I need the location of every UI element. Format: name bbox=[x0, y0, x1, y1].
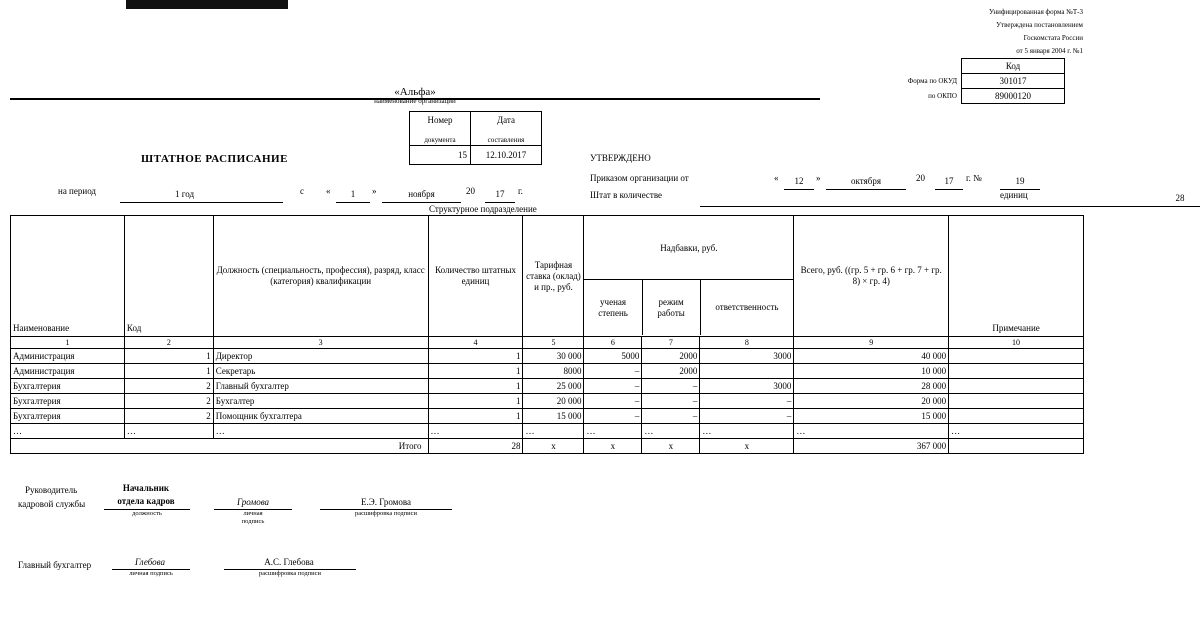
cell-units: 1 bbox=[428, 364, 523, 379]
accountant-signature-caption: личная подпись bbox=[129, 570, 173, 577]
table-row[interactable] bbox=[11, 394, 1084, 409]
document-date[interactable]: 12.10.2017 bbox=[471, 146, 542, 165]
approval-title: УТВЕРЖДЕНО bbox=[590, 153, 651, 163]
cell-units: 1 bbox=[428, 409, 523, 424]
period-year-suffix: г. bbox=[518, 186, 523, 196]
cell-name: Администрация bbox=[11, 364, 125, 379]
hr-position-line2: отдела кадров bbox=[117, 496, 175, 506]
header-allow-resp: ответственность bbox=[715, 302, 779, 312]
period-day: 1 bbox=[350, 189, 356, 199]
total-note bbox=[949, 439, 1084, 454]
header-allowances: Надбавки, руб. bbox=[584, 217, 793, 280]
table-row[interactable] bbox=[11, 424, 1084, 439]
cell-resp: … bbox=[700, 424, 794, 439]
cell-name: Бухгалтерия bbox=[11, 394, 125, 409]
approval-line1: Приказом организации от bbox=[590, 173, 689, 183]
period-year: 17 bbox=[495, 189, 505, 199]
cell-position: Главный бухгалтер bbox=[213, 379, 428, 394]
cell-total: 10 000 bbox=[794, 364, 949, 379]
cell-degree: – bbox=[584, 364, 642, 379]
form-ref-line4: от 5 января 2004 г. №1 bbox=[1016, 47, 1083, 55]
colnum-8: 8 bbox=[700, 337, 794, 349]
cell-resp: 3000 bbox=[700, 379, 794, 394]
staffing-table bbox=[10, 215, 1084, 454]
cell-resp: – bbox=[700, 409, 794, 424]
colnum-5: 5 bbox=[523, 337, 584, 349]
hr-signature: Громова bbox=[236, 497, 270, 507]
cell-degree: – bbox=[584, 379, 642, 394]
cell-rate: 8000 bbox=[523, 364, 584, 379]
cell-total: 20 000 bbox=[794, 394, 949, 409]
colnum-4: 4 bbox=[428, 337, 523, 349]
cell-rate: 30 000 bbox=[523, 349, 584, 364]
cell-degree: – bbox=[584, 409, 642, 424]
cell-resp: 3000 bbox=[700, 349, 794, 364]
approval-year: 17 bbox=[944, 176, 954, 186]
cell-position: Директор bbox=[213, 349, 428, 364]
form-reference bbox=[833, 6, 1083, 58]
header-position: Должность (специальность, профессия), разряд, класс (категория) квалификации bbox=[213, 216, 428, 337]
cell-resp: – bbox=[700, 394, 794, 409]
cell-resp bbox=[700, 364, 794, 379]
cell-units: 1 bbox=[428, 394, 523, 409]
cell-code: 1 bbox=[124, 349, 213, 364]
cell-note: … bbox=[949, 424, 1084, 439]
number-header2: документа bbox=[410, 127, 471, 146]
organization-name: «Альфа» bbox=[394, 86, 436, 98]
total-mode: х bbox=[642, 439, 700, 454]
header-units: Количество штатных единиц bbox=[428, 216, 523, 337]
cell-total: 28 000 bbox=[794, 379, 949, 394]
cell-mode: 2000 bbox=[642, 349, 700, 364]
cell-position: Секретарь bbox=[213, 364, 428, 379]
cell-position: … bbox=[213, 424, 428, 439]
period-year-prefix: 20 bbox=[466, 186, 475, 196]
accountant-transcript-caption: расшифровка подписи bbox=[258, 570, 322, 577]
cell-mode: – bbox=[642, 394, 700, 409]
approval-day: 12 bbox=[794, 176, 804, 186]
header-code: Код bbox=[124, 216, 213, 337]
hr-transcript: Е.Э. Громова bbox=[361, 497, 411, 507]
staffing-table-wrap bbox=[10, 215, 1084, 454]
cell-note bbox=[949, 364, 1084, 379]
cell-degree: 5000 bbox=[584, 349, 642, 364]
header-allow-mode: режим работы bbox=[642, 280, 700, 336]
column-number-row bbox=[11, 337, 1084, 349]
cell-name: Бухгалтерия bbox=[11, 409, 125, 424]
period-day-close: » bbox=[372, 186, 377, 196]
number-header: Номер bbox=[410, 112, 471, 128]
approval-year-prefix: 20 bbox=[916, 173, 925, 183]
period-label: на период bbox=[58, 186, 97, 196]
cell-note bbox=[949, 409, 1084, 424]
approval-year-suffix: г. № bbox=[966, 173, 982, 183]
date-header: Дата bbox=[471, 112, 542, 128]
hr-role-line1: Руководитель bbox=[25, 485, 78, 495]
table-row[interactable] bbox=[11, 349, 1084, 364]
cell-mode: – bbox=[642, 409, 700, 424]
period-month-field[interactable] bbox=[382, 184, 461, 203]
cell-rate: 15 000 bbox=[523, 409, 584, 424]
cell-name: Администрация bbox=[11, 349, 125, 364]
accountant-signature: Глебова bbox=[135, 557, 165, 567]
period-month: ноября bbox=[408, 189, 435, 199]
table-total-row bbox=[11, 439, 1084, 454]
colnum-6: 6 bbox=[584, 337, 642, 349]
code-label-okpo: по ОКПО bbox=[928, 92, 957, 100]
cell-mode: … bbox=[642, 424, 700, 439]
hr-signature-caption2: подпись bbox=[241, 518, 265, 525]
total-degree: х bbox=[584, 439, 642, 454]
cell-units: … bbox=[428, 424, 523, 439]
number-date-block bbox=[409, 111, 542, 165]
cell-rate: … bbox=[523, 424, 584, 439]
colnum-1: 1 bbox=[11, 337, 125, 349]
table-header-row bbox=[11, 216, 1084, 337]
total-resp: х bbox=[700, 439, 794, 454]
number-date-table bbox=[409, 111, 542, 165]
colnum-10: 10 bbox=[949, 337, 1084, 349]
cell-code: 2 bbox=[124, 394, 213, 409]
cell-name: … bbox=[11, 424, 125, 439]
cell-name: Бухгалтерия bbox=[11, 379, 125, 394]
period-year-field[interactable] bbox=[485, 184, 515, 203]
cell-units: 1 bbox=[428, 349, 523, 364]
approval-order-number: 19 bbox=[1015, 176, 1025, 186]
header-note: Примечание bbox=[949, 216, 1084, 337]
code-value-okpo: 89000120 bbox=[962, 89, 1065, 104]
approval-staff-units: единиц bbox=[1000, 190, 1028, 200]
approval-staff-count: 28 bbox=[1175, 193, 1185, 203]
cell-rate: 20 000 bbox=[523, 394, 584, 409]
hr-signature-caption1: личная bbox=[243, 510, 263, 517]
total-units: 28 bbox=[428, 439, 523, 454]
table-row[interactable] bbox=[11, 379, 1084, 394]
approval-day-close: » bbox=[816, 173, 821, 183]
hr-transcript-caption: расшифровка подписи bbox=[354, 510, 418, 517]
cell-units: 1 bbox=[428, 379, 523, 394]
total-amount: 367 000 bbox=[794, 439, 949, 454]
date-header2: составления bbox=[471, 127, 542, 146]
table-row[interactable] bbox=[11, 409, 1084, 424]
cell-note bbox=[949, 349, 1084, 364]
colnum-7: 7 bbox=[642, 337, 700, 349]
form-ref-line2: Утверждена постановлением bbox=[996, 21, 1083, 29]
cell-rate: 25 000 bbox=[523, 379, 584, 394]
accountant-transcript: А.С. Глебова bbox=[264, 557, 314, 567]
period-day-open: « bbox=[326, 186, 331, 196]
code-label-okud: Форма по ОКУД bbox=[907, 77, 957, 85]
approval-month: октября bbox=[851, 176, 881, 186]
period-day-field[interactable] bbox=[336, 184, 370, 203]
colnum-2: 2 bbox=[124, 337, 213, 349]
cell-position: Помощник бухгалтера bbox=[213, 409, 428, 424]
hr-position-caption: должность bbox=[132, 510, 162, 517]
cell-total: … bbox=[794, 424, 949, 439]
period-from-label: с bbox=[300, 186, 304, 196]
table-row[interactable] bbox=[11, 364, 1084, 379]
cell-mode: – bbox=[642, 379, 700, 394]
cell-note bbox=[949, 379, 1084, 394]
cell-code: … bbox=[124, 424, 213, 439]
cell-degree: … bbox=[584, 424, 642, 439]
hr-position-line1: Начальник bbox=[122, 483, 170, 493]
structural-unit-header: Структурное подразделение bbox=[429, 204, 537, 214]
cell-note bbox=[949, 394, 1084, 409]
hr-role-line2: кадровой службы bbox=[18, 499, 86, 509]
cell-total: 15 000 bbox=[794, 409, 949, 424]
code-value-okud: 301017 bbox=[962, 74, 1065, 89]
cell-total: 40 000 bbox=[794, 349, 949, 364]
approval-line2: Штат в количестве bbox=[590, 190, 663, 200]
top-artifact-bar bbox=[126, 0, 288, 9]
form-ref-line1: Унифицированная форма №Т-3 bbox=[989, 8, 1083, 16]
header-name: Наименование bbox=[11, 216, 125, 337]
header-rate: Тарифная ставка (оклад) и пр., руб. bbox=[523, 216, 584, 337]
header-allow-degree: ученая степень bbox=[584, 280, 642, 336]
okud-code-box bbox=[838, 58, 1065, 104]
approval-day-open: « bbox=[774, 173, 779, 183]
organization-caption: наименование организации bbox=[374, 97, 456, 105]
header-total: Всего, руб. ((гр. 5 + гр. 6 + гр. 7 + гр. 8) × гр. 4) bbox=[794, 216, 949, 337]
cell-position: Бухгалтер bbox=[213, 394, 428, 409]
total-label: Итого bbox=[11, 439, 429, 454]
period-value: 1 год bbox=[175, 189, 195, 199]
cell-code: 1 bbox=[124, 364, 213, 379]
code-table bbox=[838, 58, 1065, 104]
code-title: Код bbox=[962, 59, 1065, 74]
cell-code: 2 bbox=[124, 379, 213, 394]
colnum-9: 9 bbox=[794, 337, 949, 349]
document-title: ШТАТНОЕ РАСПИСАНИЕ bbox=[141, 153, 288, 165]
total-rate: х bbox=[523, 439, 584, 454]
colnum-3: 3 bbox=[213, 337, 428, 349]
accountant-role: Главный бухгалтер bbox=[18, 560, 92, 570]
cell-code: 2 bbox=[124, 409, 213, 424]
period-value-field[interactable] bbox=[120, 184, 283, 203]
cell-degree: – bbox=[584, 394, 642, 409]
cell-mode: 2000 bbox=[642, 364, 700, 379]
header-allowances-group bbox=[584, 216, 794, 337]
approval-staff-count-field[interactable] bbox=[700, 188, 1200, 207]
document-number[interactable]: 15 bbox=[410, 146, 471, 165]
form-ref-line3: Госкомстата России bbox=[1023, 34, 1083, 42]
